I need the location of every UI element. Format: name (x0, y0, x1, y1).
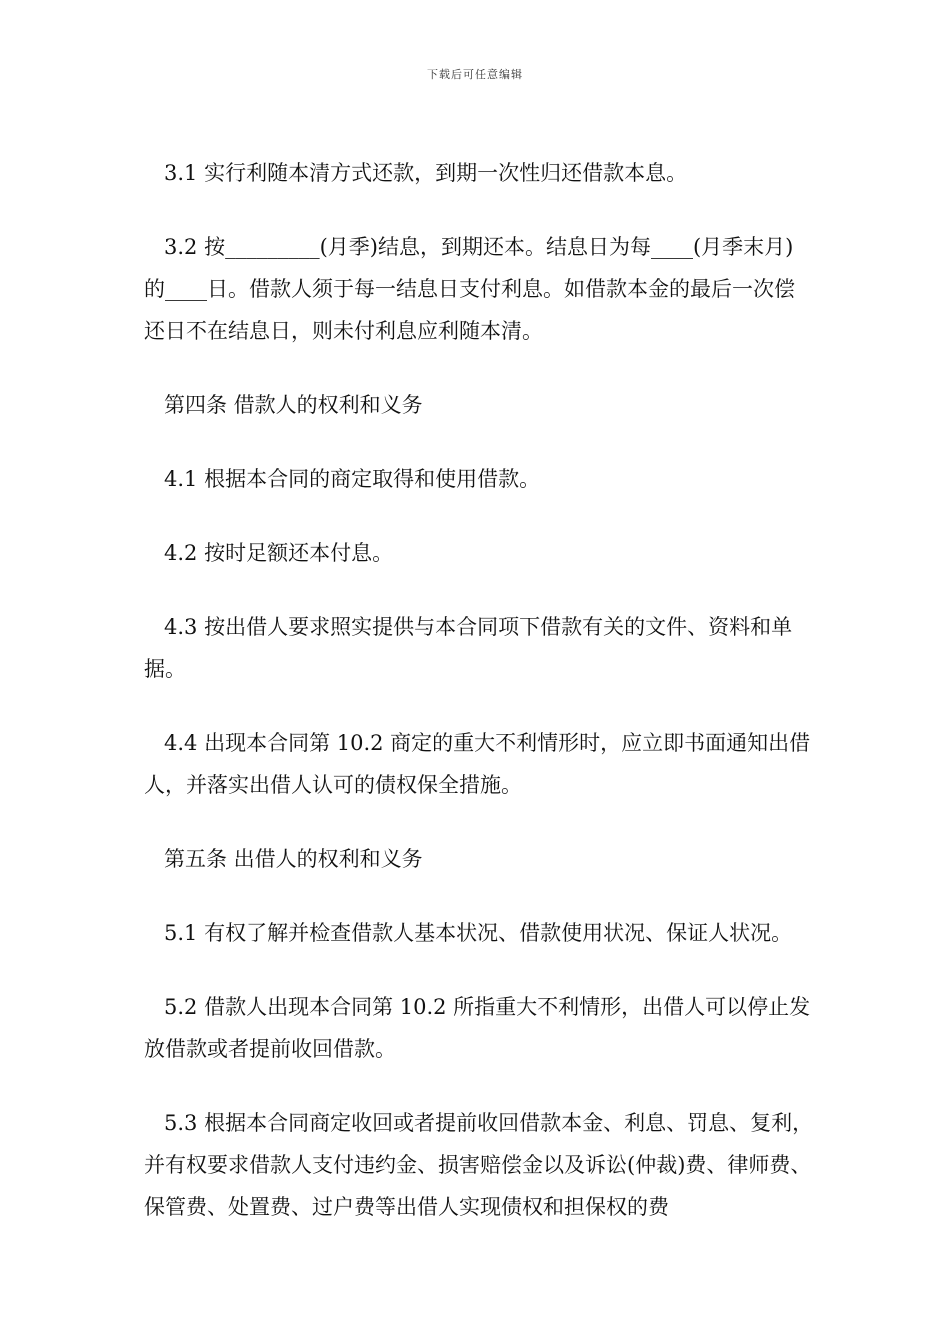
clause-3-2: 3.2 按_________(月季)结息，到期还本。结息日为每____(月季末月)的____日。借款人须于每一结息日支付利息。如借款本金的最后一次偿还日不在结息日，则未付利息应利随本清。 (144, 235, 795, 343)
clause-5-3: 5.3 根据本合同商定收回或者提前收回借款本金、利息、罚息、复利，并有权要求借款人支付违约金、损害赔偿金以及诉讼(仲裁)费、律师费、保管费、处置费、过户费等出借人实现债权和担保权的费 (144, 1111, 814, 1219)
clause-4-2: 4.2 按时足额还本付息。 (164, 541, 394, 565)
document-body (144, 152, 814, 1260)
page-header: 下载后可任意编辑 (427, 68, 523, 81)
article-5-heading: 第五条 出借人的权利和义务 (164, 847, 423, 871)
article-4-heading: 第四条 借款人的权利和义务 (164, 393, 423, 417)
clause-4-4: 4.4 出现本合同第 10.2 商定的重大不利情形时，应立即书面通知出借人，并落实出借人认可的债权保全措施。 (144, 731, 811, 797)
clause-5-1: 5.1 有权了解并检查借款人基本状况、借款使用状况、保证人状况。 (164, 921, 793, 945)
clause-5-2: 5.2 借款人出现本合同第 10.2 所指重大不利情形，出借人可以停止发放借款或者提前收回借款。 (144, 995, 811, 1061)
clause-4-3: 4.3 按出借人要求照实提供与本合同项下借款有关的文件、资料和单据。 (144, 615, 793, 681)
clause-3-1: 3.1 实行利随本清方式还款，到期一次性归还借款本息。 (164, 161, 688, 185)
clause-4-1: 4.1 根据本合同的商定取得和使用借款。 (164, 467, 541, 491)
